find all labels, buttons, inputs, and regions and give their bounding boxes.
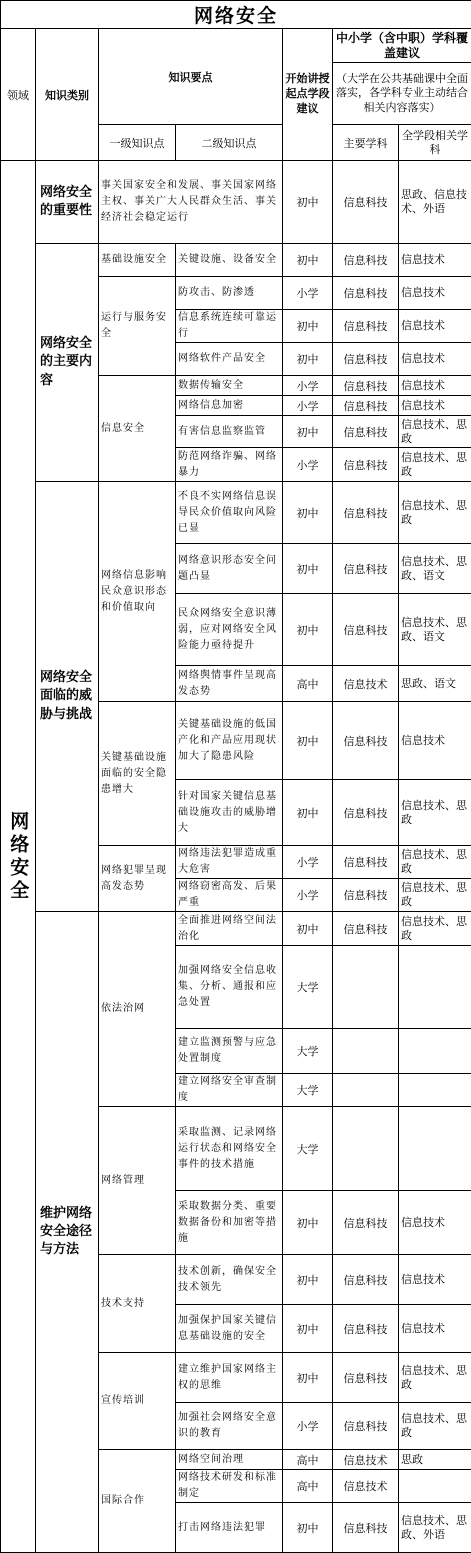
stage-cell: 高中 <box>283 666 333 702</box>
main-subject-cell: 信息技术 <box>333 666 399 702</box>
main-subject-cell <box>333 946 399 1029</box>
related-subjects-cell: 信息技术 <box>399 1191 471 1255</box>
header-coverage-title: 中小学（含中职）学科覆盖建议 <box>333 29 471 63</box>
main-subject-cell: 信息科技 <box>333 343 399 376</box>
main-subject-cell: 信息科技 <box>333 1503 399 1553</box>
related-subjects-cell: 信息技术 <box>399 277 471 310</box>
stage-cell: 初中 <box>283 1353 333 1403</box>
stage-cell: 初中 <box>283 702 333 780</box>
level1-cell: 网络信息影响民众意识形态和价值取向 <box>99 482 176 702</box>
level2-cell: 加强网络安全信息收集、分析、通报和应急处置 <box>176 946 283 1029</box>
main-subject-cell: 信息科技 <box>333 448 399 482</box>
level2-cell: 网络空间治理 <box>176 1450 283 1470</box>
header-related-subjects: 全学段相关学科 <box>399 125 471 161</box>
level1-cell: 依法治网 <box>99 912 176 1107</box>
main-subject-cell: 信息科技 <box>333 544 399 594</box>
level1-cell: 技术支持 <box>99 1255 176 1353</box>
related-subjects-cell: 信息技术、思政 <box>399 1353 471 1403</box>
stage-cell: 初中 <box>283 482 333 544</box>
related-subjects-cell: 信息技术、思政 <box>399 1403 471 1450</box>
main-subject-cell: 信息科技 <box>333 277 399 310</box>
main-subject-cell: 信息科技 <box>333 244 399 277</box>
header-knowledge-points: 知识要点 <box>99 29 283 125</box>
stage-cell: 小学 <box>283 879 333 912</box>
domain-cell <box>1 161 36 1553</box>
level2-cell: 建立网络安全审查制度 <box>176 1074 283 1107</box>
level2-cell: 建立维护国家网络主权的思维 <box>176 1353 283 1403</box>
level1-cell: 关键基础设施面临的安全隐患增大 <box>99 702 176 846</box>
main-subject-cell: 信息科技 <box>333 780 399 846</box>
level2-cell: 网络软件产品安全 <box>176 343 283 376</box>
stage-cell: 小学 <box>283 376 333 396</box>
level2-cell: 技术创新，确保安全技术领先 <box>176 1255 283 1305</box>
level1-cell: 信息安全 <box>99 376 176 482</box>
header-main-subject: 主要学科 <box>333 125 399 161</box>
stage-cell: 初中 <box>283 244 333 277</box>
related-subjects-cell <box>399 1074 471 1107</box>
header-category: 知识类别 <box>36 29 99 161</box>
related-subjects-cell: 信息技术、思政 <box>399 879 471 912</box>
level2-cell: 防范网络诈骗、网络暴力 <box>176 448 283 482</box>
related-subjects-cell: 信息技术、思政 <box>399 780 471 846</box>
main-subject-cell: 信息科技 <box>333 1255 399 1305</box>
stage-cell: 大学 <box>283 1029 333 1074</box>
related-subjects-cell: 思政、信息技术、外语 <box>399 161 471 244</box>
main-subject-cell: 信息科技 <box>333 702 399 780</box>
main-subject-cell: 信息科技 <box>333 846 399 879</box>
category-cell: 网络安全的重要性 <box>36 161 99 244</box>
level1-cell: 宣传培训 <box>99 1353 176 1450</box>
stage-cell: 小学 <box>283 448 333 482</box>
main-subject-cell: 信息科技 <box>333 1191 399 1255</box>
related-subjects-cell: 信息技术、思政、外语 <box>399 1503 471 1553</box>
stage-cell: 初中 <box>283 780 333 846</box>
level2-cell: 网络技术研发和标准制定 <box>176 1470 283 1503</box>
main-subject-cell: 信息科技 <box>333 1305 399 1353</box>
level2-cell: 针对国家关键信息基础设施攻击的威胁增大 <box>176 780 283 846</box>
category-cell: 网络安全面临的威胁与挑战 <box>36 482 99 912</box>
related-subjects-cell: 信息技术 <box>399 1305 471 1353</box>
level2-cell: 不良不实网络信息误导民众价值取向风险已显 <box>176 482 283 544</box>
header-stage: 开始讲授起点学段建议 <box>283 29 333 161</box>
related-subjects-cell: 信息技术 <box>399 1255 471 1305</box>
main-subject-cell: 信息科技 <box>333 1353 399 1403</box>
level1-cell: 基础设施安全 <box>99 244 176 277</box>
stage-cell: 初中 <box>283 1503 333 1553</box>
level2-cell: 全面推进网络空间法治化 <box>176 912 283 946</box>
main-subject-cell: 信息科技 <box>333 1403 399 1450</box>
stage-cell: 初中 <box>283 310 333 343</box>
related-subjects-cell: 信息技术、思政、语文 <box>399 544 471 594</box>
main-subject-cell: 信息科技 <box>333 482 399 544</box>
stage-cell: 高中 <box>283 1450 333 1470</box>
related-subjects-cell <box>399 1107 471 1191</box>
main-subject-cell: 信息技术 <box>333 1470 399 1503</box>
category-cell: 维护网络安全途径与方法 <box>36 912 99 1553</box>
level2-cell: 网络意识形态安全问题凸显 <box>176 544 283 594</box>
main-subject-cell: 信息科技 <box>333 161 399 244</box>
main-subject-cell <box>333 1107 399 1191</box>
level2-cell: 网络舆情事件呈现高发态势 <box>176 666 283 702</box>
related-subjects-cell: 信息技术 <box>399 310 471 343</box>
main-subject-cell: 信息科技 <box>333 310 399 343</box>
stage-cell: 初中 <box>283 161 333 244</box>
header-domain: 领域 <box>1 29 36 161</box>
level2-cell: 民众网络安全意识薄弱，应对网络安全风险能力亟待提升 <box>176 594 283 666</box>
related-subjects-cell <box>399 946 471 1029</box>
stage-cell: 大学 <box>283 1107 333 1191</box>
main-subject-cell: 信息技术 <box>333 1450 399 1470</box>
stage-cell: 小学 <box>283 396 333 416</box>
stage-cell: 初中 <box>283 1255 333 1305</box>
stage-cell: 大学 <box>283 946 333 1029</box>
main-subject-cell: 信息科技 <box>333 376 399 396</box>
main-subject-cell <box>333 1029 399 1074</box>
level2-cell: 关键基础设施的低国产化和产品应用现状加大了隐患风险 <box>176 702 283 780</box>
related-subjects-cell: 信息技术、思政 <box>399 482 471 544</box>
level2-cell: 网络违法犯罪造成重大危害 <box>176 846 283 879</box>
header-level1: 一级知识点 <box>99 125 176 161</box>
related-subjects-cell: 信息技术、思政 <box>399 448 471 482</box>
main-subject-cell <box>333 1074 399 1107</box>
stage-cell: 初中 <box>283 343 333 376</box>
level2-cell: 网络信息加密 <box>176 396 283 416</box>
level2-cell: 信息系统连续可靠运行 <box>176 310 283 343</box>
stage-cell: 初中 <box>283 544 333 594</box>
stage-cell: 小学 <box>283 846 333 879</box>
related-subjects-cell: 信息技术 <box>399 702 471 780</box>
main-subject-cell: 信息科技 <box>333 396 399 416</box>
level2-cell: 关键设施、设备安全 <box>176 244 283 277</box>
level2-cell: 采取监测、记录网络运行状态和网络安全事件的技术措施 <box>176 1107 283 1191</box>
stage-cell: 初中 <box>283 1305 333 1353</box>
related-subjects-cell: 信息技术、思政 <box>399 416 471 448</box>
related-subjects-cell: 思政 <box>399 1450 471 1470</box>
related-subjects-cell: 信息技术、思政 <box>399 846 471 879</box>
stage-cell: 初中 <box>283 1191 333 1255</box>
stage-cell: 高中 <box>283 1470 333 1503</box>
header-coverage-note: （大学在公共基础课中全面落实，各学科专业主动结合相关内容落实） <box>333 63 471 125</box>
main-subject-cell: 信息科技 <box>333 594 399 666</box>
related-subjects-cell: 信息技术、思政、语文 <box>399 594 471 666</box>
level2-cell: 采取数据分类、重要数据备份和加密等措施 <box>176 1191 283 1255</box>
related-subjects-cell <box>399 1029 471 1074</box>
main-subject-cell: 信息科技 <box>333 416 399 448</box>
category-cell: 网络安全的主要内容 <box>36 244 99 482</box>
level2-cell: 打击网络违法犯罪 <box>176 1503 283 1553</box>
stage-cell: 小学 <box>283 277 333 310</box>
level1-cell: 网络犯罪呈现高发态势 <box>99 846 176 912</box>
table-title: 网络安全 <box>1 1 471 29</box>
related-subjects-cell: 信息技术、思政 <box>399 912 471 946</box>
level2-cell: 网络窃密高发、后果严重 <box>176 879 283 912</box>
level2-cell: 有害信息监察监管 <box>176 416 283 448</box>
related-subjects-cell: 信息技术 <box>399 244 471 277</box>
domain-label: 网络安全 <box>5 811 32 903</box>
level2-cell: 数据传输安全 <box>176 376 283 396</box>
main-subject-cell: 信息科技 <box>333 912 399 946</box>
stage-cell: 初中 <box>283 416 333 448</box>
level2-cell: 防攻击、防渗透 <box>176 277 283 310</box>
level2-cell: 加强保护国家关键信息基础设施的安全 <box>176 1305 283 1353</box>
stage-cell: 小学 <box>283 1403 333 1450</box>
related-subjects-cell: 信息技术 <box>399 376 471 396</box>
header-level2: 二级知识点 <box>176 125 283 161</box>
level1-cell: 运行与服务安全 <box>99 277 176 376</box>
related-subjects-cell <box>399 1470 471 1503</box>
related-subjects-cell: 信息技术 <box>399 396 471 416</box>
stage-cell: 初中 <box>283 594 333 666</box>
level2-cell: 加强社会网络安全意识的教育 <box>176 1403 283 1450</box>
main-subject-cell: 信息科技 <box>333 879 399 912</box>
related-subjects-cell: 思政、语文 <box>399 666 471 702</box>
stage-cell: 大学 <box>283 1074 333 1107</box>
related-subjects-cell: 信息技术 <box>399 343 471 376</box>
level1-cell: 网络管理 <box>99 1107 176 1255</box>
level1-cell: 国际合作 <box>99 1450 176 1553</box>
level2-cell: 建立监测预警与应急处置制度 <box>176 1029 283 1074</box>
stage-cell: 初中 <box>283 912 333 946</box>
level1-cell: 事关国家安全和发展、事关国家网络主权、事关广大人民群众生活、事关经济社会稳定运行 <box>99 161 283 244</box>
